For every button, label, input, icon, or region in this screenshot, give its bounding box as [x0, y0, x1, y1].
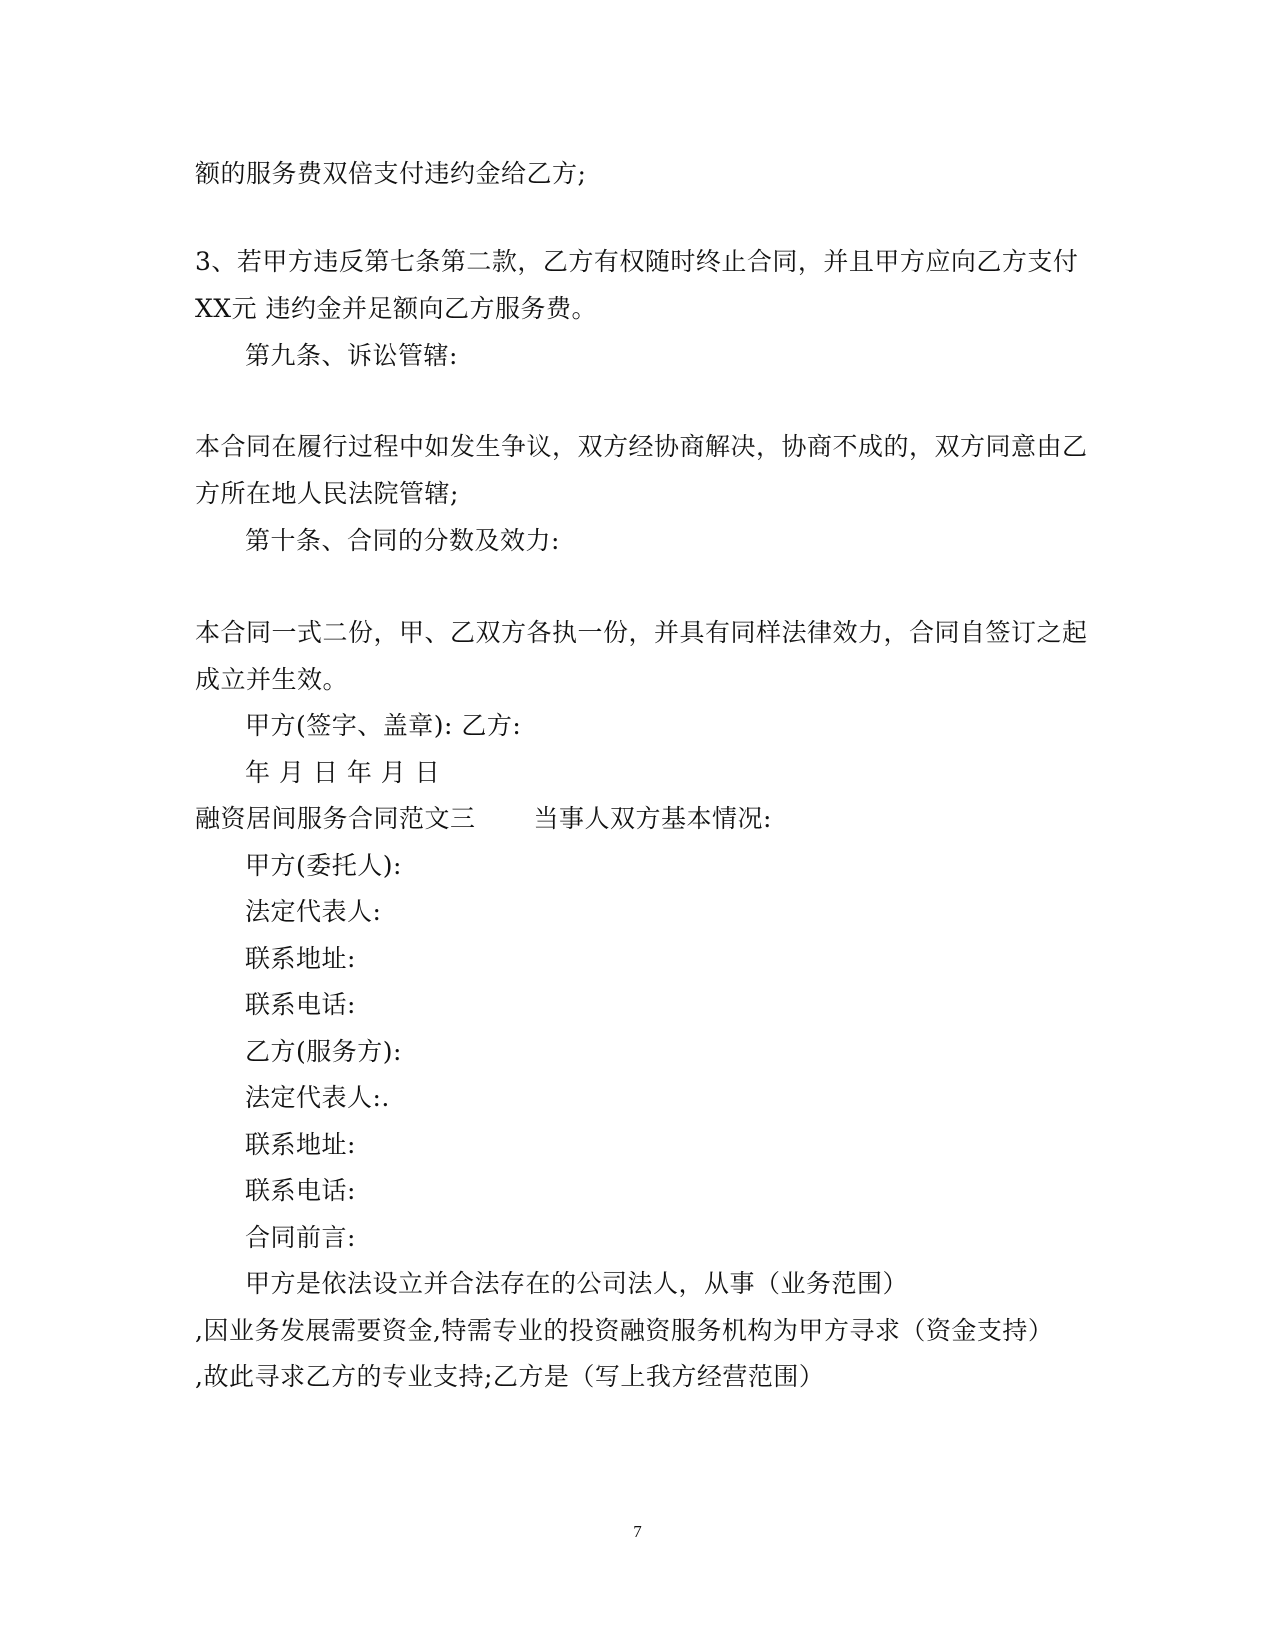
party-b-label: 乙方(服务方):	[245, 1037, 402, 1066]
text-line: 本合同在履行过程中如发生争议，双方经协商解决，协商不成的，双方同意由乙	[195, 432, 1088, 461]
text-line: 额的服务费双倍支付违约金给乙方;	[195, 159, 587, 188]
contract-title: 融资居间服务合同范文三	[195, 804, 476, 833]
parties-heading: 当事人双方基本情况:	[533, 804, 772, 833]
text-line: 成立并生效。	[195, 665, 349, 694]
text-line: ,因业务发展需要资金,特需专业的投资融资服务机构为甲方寻求（资金支持）	[195, 1316, 1054, 1345]
text-line: XX元 违约金并足额向乙方服务费。	[195, 294, 598, 323]
page-number: 7	[633, 1522, 642, 1541]
section-heading: 第九条、诉讼管辖:	[245, 341, 458, 370]
legal-rep-label: 法定代表人:	[245, 897, 382, 926]
preface-heading: 合同前言:	[245, 1223, 356, 1252]
section-heading: 第十条、合同的分数及效力:	[245, 526, 560, 555]
contract-title-line	[195, 802, 772, 836]
signature-line: 甲方(签字、盖章): 乙方:	[245, 711, 522, 740]
date-line: 年 月 日 年 月 日	[245, 758, 441, 787]
text-line: ,故此寻求乙方的专业支持;乙方是（写上我方经营范围）	[195, 1362, 825, 1391]
address-label: 联系地址:	[245, 1130, 356, 1159]
legal-rep-label: 法定代表人:.	[245, 1083, 390, 1112]
phone-label: 联系电话:	[245, 1176, 356, 1205]
party-a-label: 甲方(委托人):	[245, 851, 402, 880]
phone-label: 联系电话:	[245, 990, 356, 1019]
text-line: 本合同一式二份，甲、乙双方各执一份，并具有同样法律效力，合同自签订之起	[195, 618, 1088, 647]
address-label: 联系地址:	[245, 944, 356, 973]
text-line: 方所在地人民法院管辖;	[195, 479, 459, 508]
text-line: 3、若甲方违反第七条第二款，乙方有权随时终止合同，并且甲方应向乙方支付	[195, 247, 1079, 276]
text-line: 甲方是依法设立并合法存在的公司法人，从事（业务范围）	[245, 1269, 909, 1298]
